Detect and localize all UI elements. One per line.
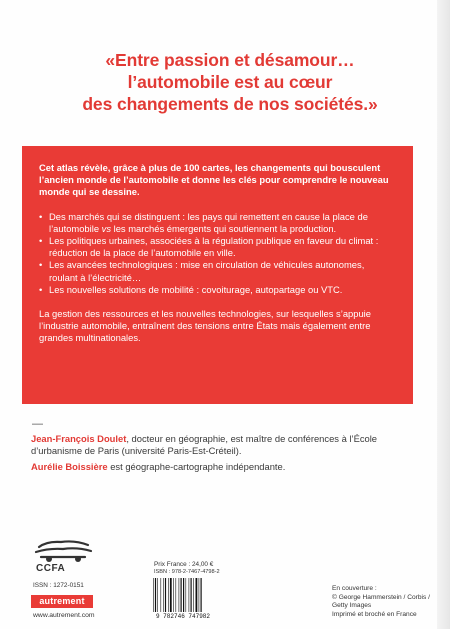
publisher-website: www.autrement.com [33, 612, 95, 619]
summary-outro: La gestion des ressources et les nouvelles technologies, sur lesquelles s’appuie l’industrie automobile, entraînent des tensions entre États mais également entre grandes multinationales. [39, 308, 371, 344]
page-edge-shadow [437, 0, 450, 629]
author-name: Aurélie Boissière [31, 461, 108, 473]
barcode-bar [157, 578, 158, 612]
barcode-bar [186, 578, 187, 612]
cover-credits [332, 585, 442, 619]
quote-line-2: l’automobile est au cœur [127, 72, 333, 92]
summary-intro: Cet atlas révèle, grâce à plus de 100 cartes, les changements qui bousculent l’ancien monde de l’automobile et donne les clés pour comprendre le nouveau monde qui se dessine. [39, 162, 389, 198]
isbn: ISBN : 978-2-7467-4798-2 [154, 569, 220, 575]
bullet-text: Les nouvelles solutions de mobilité : covoiturage, autopartage ou VTC. [49, 283, 343, 295]
pull-quote [60, 49, 400, 115]
bullet-text-continued: les marchés émergents qui soutiennent la production. [111, 222, 337, 234]
barcode-digits: 9 782746 747982 [155, 613, 211, 619]
ccfa-wordmark: CCFA [36, 563, 66, 574]
barcode-bar [181, 578, 182, 612]
author-description: est géographe-cartographe indépendante. [107, 461, 286, 473]
author-bios [31, 433, 426, 478]
bullet-text: Les politiques urbaines, associées à la régulation publique en faveur du climat : réduction de la place de l’automobile en ville. [49, 235, 379, 259]
summary-bullet-list [39, 211, 395, 296]
barcode-bar [153, 578, 154, 612]
barcode-bar [179, 578, 180, 612]
barcode-bar [155, 578, 156, 612]
barcode-bar [173, 578, 174, 612]
author-name: Jean-François Doulet [31, 433, 127, 444]
bullet-text: Les avancées technologiques : mise en circulation de véhicules autonomes, roulant à l’électricité… [49, 259, 365, 283]
bullet-item [39, 235, 379, 259]
bullet-item [39, 259, 379, 283]
summary-panel [22, 146, 413, 404]
barcode [149, 577, 217, 619]
author-description: , docteur en géographie, est maître de conférences à l’École d’urbanisme de Paris (université Paris-Est-Créteil). [31, 433, 378, 457]
price: Prix France : 24,00 € [154, 561, 214, 568]
barcode-bar [170, 578, 172, 612]
author-bio [31, 461, 426, 473]
barcode-bar [163, 578, 164, 612]
quote-line-3: des changements de nos sociétés.» [82, 94, 378, 114]
credits-line: Imprimé et broché en France [332, 610, 417, 618]
credits-line: En couverture : [332, 585, 377, 592]
barcode-bar [191, 578, 192, 612]
credits-line: © George Hammerstein / Corbis / Getty Images [332, 593, 430, 610]
bullet-text: Des marchés qui se distinguent : les pays qui remettent en cause la place de l’automobile [49, 210, 368, 234]
author-bio [31, 433, 426, 457]
quote-line-1: «Entre passion et désamour… [105, 50, 355, 70]
barcode-bar [165, 578, 166, 612]
barcode-bar [161, 578, 162, 612]
separator-dash: — [32, 418, 43, 430]
bullet-emphasis: vs [101, 222, 112, 234]
bullet-item [39, 211, 379, 235]
barcode-bar [193, 578, 194, 612]
barcode-bar [201, 578, 202, 612]
barcode-bar [196, 578, 198, 612]
barcode-bar [183, 578, 184, 612]
barcode-bar [176, 578, 177, 612]
barcode-bar [168, 578, 169, 612]
publisher-logo: autrement [31, 595, 93, 608]
barcode-bar [189, 578, 190, 612]
issn: ISSN : 1272-0151 [33, 582, 84, 589]
bullet-item [39, 284, 379, 296]
barcode-bar [199, 578, 200, 612]
